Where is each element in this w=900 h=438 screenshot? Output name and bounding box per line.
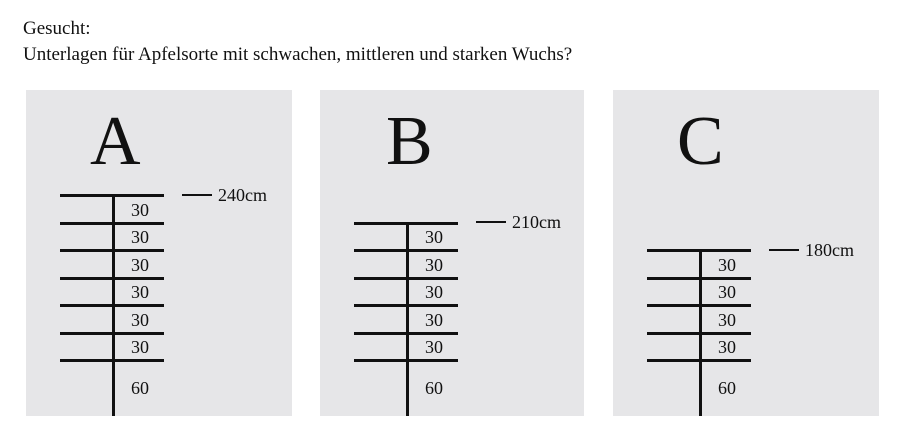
tier-line: [354, 359, 458, 362]
tier-line: [354, 249, 458, 252]
tier-line: [354, 277, 458, 280]
tier-line: [647, 277, 751, 280]
tier-line: [647, 304, 751, 307]
panel-b: [320, 90, 584, 416]
segment-length-label: 30: [718, 282, 736, 303]
segment-length-label: 30: [718, 309, 736, 330]
panel-a: [26, 90, 292, 416]
segment-length-label: 30: [131, 282, 149, 303]
total-height-label: 180cm: [805, 239, 854, 260]
height-tick-line: [182, 194, 212, 196]
question-text: Unterlagen für Apfelsorte mit schwachen, mittleren und starken Wuchs?: [23, 44, 573, 65]
total-height-label: 210cm: [512, 212, 561, 233]
segment-length-label: 60: [718, 378, 736, 399]
panel-letter: A: [90, 103, 141, 180]
tier-line: [60, 194, 164, 197]
panel-c: [613, 90, 879, 416]
tier-line: [647, 359, 751, 362]
tier-line: [354, 304, 458, 307]
segment-length-label: 30: [718, 337, 736, 358]
tier-line: [60, 359, 164, 362]
segment-length-label: 60: [131, 378, 149, 399]
segment-length-label: 60: [425, 378, 443, 399]
tier-line: [354, 222, 458, 225]
total-height-marker: [182, 186, 267, 204]
panel-letter: C: [677, 103, 724, 180]
tier-line: [60, 277, 164, 280]
segment-length-label: 30: [425, 309, 443, 330]
segment-length-label: 30: [718, 254, 736, 275]
tier-line: [60, 222, 164, 225]
tier-line: [60, 332, 164, 335]
question-title: Gesucht:: [23, 18, 91, 39]
height-tick-line: [769, 249, 799, 251]
panel-letter: B: [386, 103, 433, 180]
tier-line: [60, 249, 164, 252]
segment-length-label: 30: [425, 227, 443, 248]
segment-length-label: 30: [425, 282, 443, 303]
segment-length-label: 30: [131, 309, 149, 330]
segment-length-label: 30: [131, 254, 149, 275]
total-height-marker: [769, 241, 854, 259]
question-heading: [23, 16, 572, 68]
segment-length-label: 30: [131, 199, 149, 220]
tier-line: [60, 304, 164, 307]
total-height-label: 240cm: [218, 184, 267, 205]
segment-length-label: 30: [425, 337, 443, 358]
tier-line: [354, 332, 458, 335]
segment-length-label: 30: [131, 227, 149, 248]
tier-line: [647, 249, 751, 252]
segment-length-label: 30: [131, 337, 149, 358]
segment-length-label: 30: [425, 254, 443, 275]
total-height-marker: [476, 213, 561, 231]
tier-line: [647, 332, 751, 335]
height-tick-line: [476, 221, 506, 223]
